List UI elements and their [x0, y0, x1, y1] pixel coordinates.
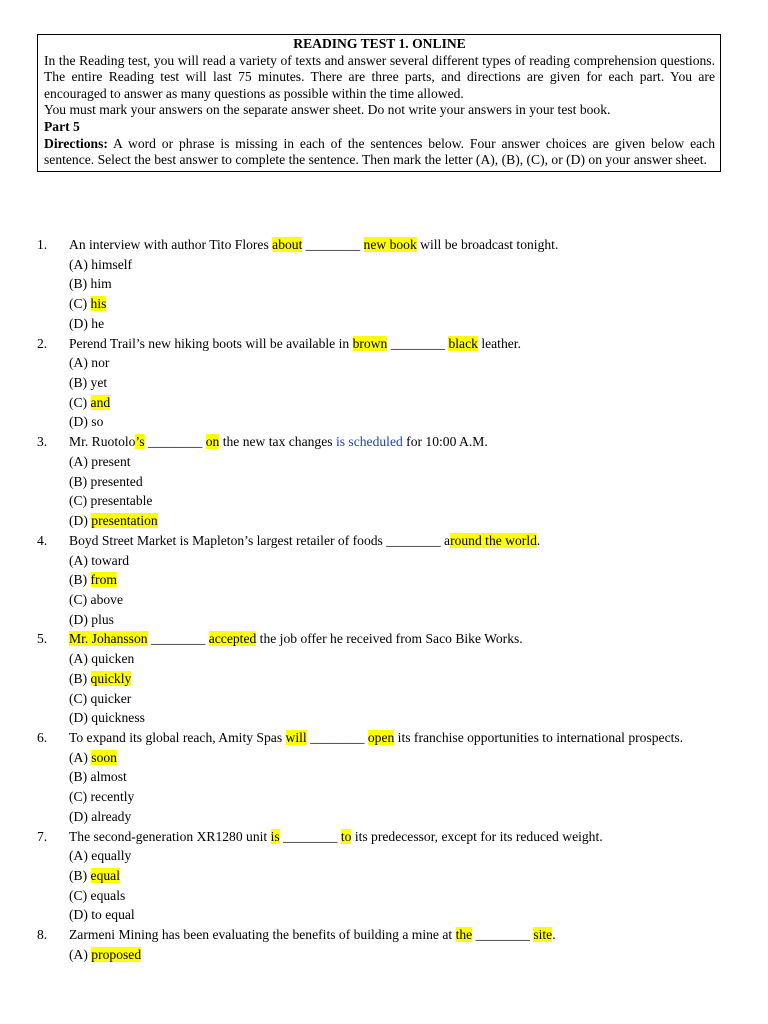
stem-text: will be broadcast tonight. [416, 237, 559, 252]
stem-text: To expand its global reach, Amity Spas [69, 729, 286, 745]
answer-option [69, 373, 730, 393]
question-number: 4. [37, 532, 48, 548]
stem-text: ________ [279, 828, 341, 844]
part-heading: Part 5 [44, 118, 80, 134]
answer-sheet-note: You must mark your answers on the separate answer sheet. Do not write your answers in your test book. [44, 102, 611, 118]
highlighted-text: black [448, 335, 478, 351]
highlighted-option-text: proposed [91, 946, 142, 962]
option-letter: (C) [69, 690, 88, 706]
question-number: 6. [37, 729, 48, 745]
option-text: him [90, 276, 112, 292]
question-text [69, 432, 730, 452]
option-letter: (A) [69, 848, 88, 864]
option-letter: (A) [69, 749, 88, 765]
question-number: 8. [37, 927, 48, 943]
stem-text: Zarmeni Mining has been evaluating the benefits of building a mine at [69, 927, 456, 943]
answer-option [69, 669, 730, 689]
question-number: 3. [37, 434, 48, 450]
option-letter: (B) [69, 670, 88, 686]
option-text: quicken [91, 651, 135, 667]
option-text: above [90, 591, 123, 607]
question-stem [37, 827, 730, 847]
option-text: quickness [91, 710, 145, 726]
question-text [69, 827, 730, 847]
question-stem [37, 925, 730, 945]
question-text [69, 531, 730, 551]
answer-option [69, 846, 730, 866]
highlighted-option-text: presentation [91, 513, 158, 529]
question-text [69, 334, 730, 354]
highlighted-text: ’s [135, 434, 145, 450]
highlighted-text: new book [363, 237, 417, 252]
stem-text: its franchise opportunities to international prospects. [394, 729, 684, 745]
option-text: himself [91, 256, 133, 272]
option-text: yet [90, 375, 108, 391]
question-stem [37, 235, 730, 255]
answer-option [69, 886, 730, 906]
stem-text: ________ [302, 237, 364, 252]
option-text: so [91, 414, 104, 430]
stem-text: the job offer he received from Saco Bike Works. [256, 631, 523, 647]
option-letter: (D) [69, 414, 88, 430]
option-letter: (B) [69, 375, 88, 391]
answer-option [69, 511, 730, 531]
option-text: recently [90, 789, 135, 805]
option-letter: (D) [69, 611, 88, 627]
answer-option [69, 255, 730, 275]
directions [44, 136, 715, 169]
option-letter: (D) [69, 808, 88, 824]
stem-text: ________ [472, 927, 534, 943]
answer-option [69, 472, 730, 492]
answer-option [69, 748, 730, 768]
option-letter: (A) [69, 355, 88, 371]
answer-option [69, 274, 730, 294]
intro-paragraph: In the Reading test, you will read a variety of texts and answer several different types of reading comprehension questions. The entire Reading test will last 75 minutes. There are three parts, and directions are given for each part. You are encouraged to answer as many questions as possible within the time allowed. [44, 52, 715, 101]
option-text: almost [90, 769, 127, 785]
highlighted-text: is [270, 828, 280, 844]
answer-option [69, 866, 730, 886]
answer-option [69, 570, 730, 590]
stem-text: Boyd Street Market is Mapleton’s largest retailer of foods ________ a [69, 532, 451, 548]
stem-text: . [536, 532, 541, 548]
option-letter: (C) [69, 394, 88, 410]
option-letter: (C) [69, 887, 88, 903]
answer-option [69, 314, 730, 334]
option-text: plus [91, 611, 114, 627]
option-letter: (A) [69, 453, 88, 469]
answer-option [69, 353, 730, 373]
highlighted-text: round the world [450, 532, 537, 548]
question-item [37, 334, 730, 433]
option-text: he [91, 315, 105, 331]
question-item [37, 432, 730, 531]
highlighted-text: accepted [208, 631, 257, 647]
answer-option [69, 412, 730, 432]
question-stem [37, 334, 730, 354]
instructions-box [37, 34, 721, 172]
question-item [37, 531, 730, 630]
answer-option [69, 787, 730, 807]
option-letter: (D) [69, 907, 88, 923]
question-text [69, 925, 730, 945]
option-text: equally [91, 848, 132, 864]
question-text [69, 730, 683, 745]
option-letter: (B) [69, 868, 88, 883]
answer-option [69, 551, 730, 571]
option-letter: (D) [69, 710, 88, 726]
option-text: presentable [90, 493, 153, 509]
highlighted-text: the [455, 927, 473, 943]
option-letter: (B) [69, 769, 88, 785]
option-letter: (A) [69, 552, 88, 568]
option-letter: (C) [69, 296, 88, 312]
highlighted-text: brown [352, 335, 388, 351]
option-letter: (C) [69, 591, 88, 607]
question-number: 2. [37, 335, 48, 351]
question-stem [37, 629, 730, 649]
option-letter: (B) [69, 473, 88, 489]
option-text: equals [90, 887, 126, 903]
answer-option [69, 807, 730, 827]
question-number: 7. [37, 828, 48, 844]
option-text: to equal [91, 907, 135, 923]
question-item [37, 827, 730, 926]
answer-option [69, 767, 730, 787]
answer-option [69, 905, 730, 925]
option-letter: (C) [69, 493, 88, 509]
option-text: presented [90, 473, 143, 489]
stem-text: Mr. Ruotolo [69, 434, 136, 450]
question-number: 5. [37, 631, 48, 647]
stem-text: The second-generation XR1280 unit [69, 828, 271, 844]
test-title: READING TEST 1. ONLINE [293, 36, 466, 51]
stem-text: . [552, 927, 556, 943]
answer-option [69, 590, 730, 610]
answer-option [69, 945, 730, 965]
highlighted-option-text: from [90, 572, 117, 588]
question-list [37, 235, 730, 965]
option-letter: (B) [69, 572, 88, 588]
question-stem [37, 531, 730, 551]
blue-text: is scheduled [335, 434, 403, 450]
stem-text: the new tax changes [219, 434, 336, 450]
option-letter: (A) [69, 946, 88, 962]
highlighted-text: Mr. Johansson [69, 631, 148, 647]
question-item [37, 235, 730, 334]
directions-label: Directions: [44, 135, 108, 151]
question-stem [37, 432, 730, 452]
answer-option [69, 649, 730, 669]
question-item [37, 629, 730, 728]
highlighted-option-text: quickly [90, 670, 132, 686]
option-text: nor [91, 355, 110, 371]
stem-text: leather. [477, 335, 521, 351]
question-item [37, 925, 730, 964]
question-number: 1. [37, 237, 48, 252]
question-text [69, 235, 730, 255]
stem-text: for 10:00 A.M. [402, 434, 488, 450]
option-letter: (B) [69, 276, 88, 292]
highlighted-text: to [340, 828, 352, 844]
option-letter: (D) [69, 513, 88, 529]
option-text: quicker [90, 690, 132, 706]
option-letter: (A) [69, 256, 88, 272]
stem-text: ________ [144, 434, 206, 450]
question-item [37, 728, 730, 827]
answer-option [69, 708, 730, 728]
option-text: toward [91, 552, 130, 568]
option-letter: (D) [69, 315, 88, 331]
question-stem [37, 728, 730, 748]
highlighted-text: will [285, 729, 307, 745]
answer-option [69, 491, 730, 511]
highlighted-option-text: equal [90, 868, 120, 883]
highlighted-text: on [205, 434, 220, 450]
option-letter: (A) [69, 651, 88, 667]
highlighted-text: about [272, 237, 303, 252]
highlighted-option-text: his [90, 296, 107, 312]
option-text: present [91, 453, 131, 469]
highlighted-option-text: soon [91, 749, 117, 765]
answer-option [69, 294, 730, 314]
answer-option [69, 452, 730, 472]
stem-text: ________ [306, 729, 368, 745]
answer-option [69, 393, 730, 413]
stem-text: ________ [387, 335, 449, 351]
answer-option [69, 610, 730, 630]
stem-text: its predecessor, except for its reduced weight. [351, 828, 603, 844]
highlighted-option-text: and [90, 394, 111, 410]
stem-text: ________ [147, 631, 209, 647]
highlighted-text: site [533, 927, 553, 943]
directions-text: A word or phrase is missing in each of the sentences below. Four answer choices are given below each sentence. Select the best answer to complete the sentence. Then mark the letter (A), (B), (C), or (D) on your answer sheet. [44, 135, 715, 168]
stem-text: Perend Trail’s new hiking boots will be available in [69, 335, 353, 351]
stem-text: An interview with author Tito Flores [69, 237, 273, 252]
highlighted-text: open [367, 729, 395, 745]
option-text: already [91, 808, 132, 824]
option-letter: (C) [69, 789, 88, 805]
question-text [69, 629, 730, 649]
answer-option [69, 689, 730, 709]
